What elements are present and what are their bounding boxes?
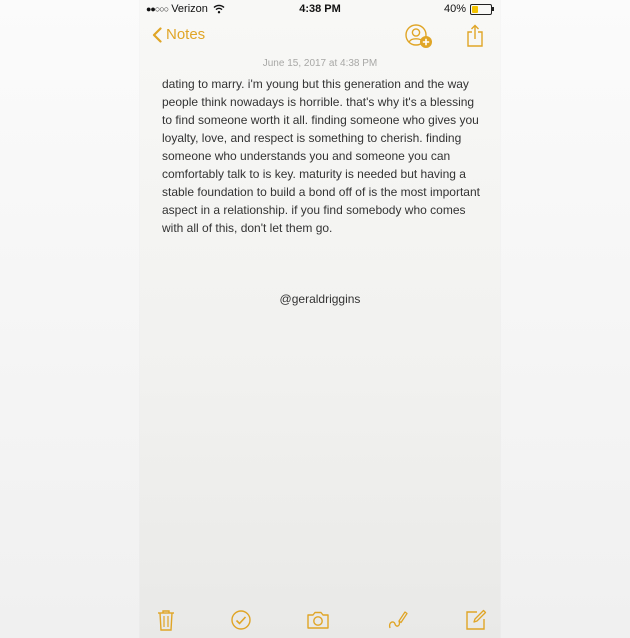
note-body-text[interactable]: dating to marry. i'm young but this generation and the way people think nowadays is horrible. that's why it's a blessing to find someone worth it all. finding someone who gives you loyalty, love, and respect is something to cherish. finding someone who understands you and someone you can comfortably talk to is key. maturity is needed but having a stable foundation to build a bond off of is the most important aspect in a relationship. if you find somebody who comes with all of this, don't let them go.: [162, 77, 480, 235]
note-date: June 15, 2017 at 4:38 PM: [262, 58, 378, 69]
status-right: [444, 3, 492, 15]
checklist-icon: [229, 608, 253, 632]
battery-fill: [472, 6, 478, 13]
notes-app-screen: [140, 0, 500, 638]
trash-icon: [154, 608, 178, 632]
add-people-button[interactable]: [404, 24, 434, 50]
add-sketch-button[interactable]: [386, 608, 410, 632]
signal-strength-icon: ●●○○○: [146, 4, 169, 14]
back-to-notes-button[interactable]: [152, 26, 205, 43]
battery-icon: [470, 4, 492, 15]
note-signature[interactable]: @geraldriggins: [279, 292, 361, 306]
bottom-toolbar: [140, 606, 500, 636]
battery-percent: 40%: [443, 3, 466, 15]
add-person-icon: [404, 24, 434, 50]
camera-icon: [306, 608, 330, 632]
status-bar: [140, 0, 500, 20]
add-photo-button[interactable]: [306, 608, 330, 632]
checklist-button[interactable]: [229, 608, 253, 632]
sketch-icon: [386, 608, 410, 632]
back-label: Notes: [166, 26, 206, 43]
delete-note-button[interactable]: [154, 608, 178, 632]
share-icon: [466, 24, 484, 48]
nav-bar: [140, 22, 500, 54]
status-time: 4:38 PM: [299, 3, 341, 15]
chevron-left-icon: [152, 27, 162, 43]
compose-icon: [464, 608, 488, 632]
carrier-name: Verizon: [171, 3, 208, 15]
compose-note-button[interactable]: [464, 608, 488, 632]
share-button[interactable]: [466, 24, 484, 48]
